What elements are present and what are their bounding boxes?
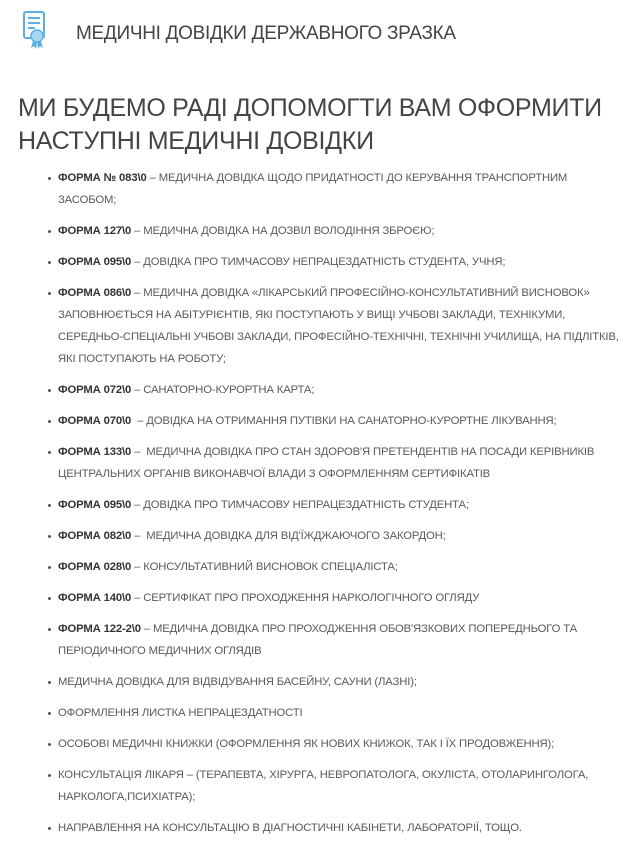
form-number: ФОРМА 028\0 (58, 561, 132, 573)
list-item (58, 220, 624, 242)
item-description: – СЕРТИФІКАТ ПРО ПРОХОДЖЕННЯ НАРКОЛОГІЧНОГО ОГЛЯДУ (131, 592, 480, 604)
form-number: ФОРМА 095\0 (58, 499, 132, 511)
item-description: – МЕДИЧНА ДОВІДКА «ЛІКАРСЬКИЙ ПРОФЕСІЙНО-КОНСУЛЬТАТИВНИЙ ВИСНОВОК» ЗАПОВНЮЄТЬСЯ НА АБІТУРІЄНТІВ, ЯКІ ПОСТУПАЮТЬ У ВИЩІ УЧБОВІ ЗАКЛАДИ, ТЕХНІКУМИ, СЕРЕДНЬО-СПЕЦІАЛЬНІ УЧБОВІ ЗАКЛАДИ, ПРОФЕСІЙНО-ТЕХНІЧНІ, ТЕХНІЧНІ УЧИЛИЩА, НА ПІДЛІТКІВ, ЯКІ ПОСТУПАЮТЬ НА РОБОТУ; (58, 287, 622, 365)
list-item (58, 671, 624, 693)
list-item (58, 618, 624, 662)
certificate-icon (22, 10, 46, 57)
item-description: – ДОВІДКА ПРО ТИМЧАСОВУ НЕПРАЦЕЗДАТНІСТЬ СТУДЕНТА, УЧНЯ; (131, 256, 506, 268)
list-item (58, 441, 624, 485)
item-description: – КОНСУЛЬТАТИВНИЙ ВИСНОВОК СПЕЦІАЛІСТА; (131, 561, 398, 573)
page-title: МЕДИЧНІ ДОВІДКИ ДЕРЖАВНОГО ЗРАЗКА (76, 22, 456, 44)
form-number: ФОРМА 086\0 (58, 287, 132, 299)
item-description: – МЕДИЧНА ДОВІДКА ПРО СТАН ЗДОРОВ'Я ПРЕТЕНДЕНТІВ НА ПОСАДИ КЕРІВНИКІВ ЦЕНТРАЛЬНИХ ОРГАНІВ ВИКОНАВЧОЇ ВЛАДИ З ОФОРМЛЕННЯМ СЕРТИФІКАТІВ (58, 446, 598, 480)
list-item (58, 379, 624, 401)
item-description: – МЕДИЧНА ДОВІДКА ДЛЯ ВІД'ЇЖДЖАЮЧОГО ЗАКОРДОН; (131, 530, 446, 542)
form-number: ФОРМА 082\0 (58, 530, 132, 542)
list-item (58, 733, 624, 755)
list-item (58, 702, 624, 724)
list-item (58, 167, 624, 211)
item-description: НАПРАВЛЕННЯ НА КОНСУЛЬТАЦІЮ В ДІАГНОСТИЧНІ КАБІНЕТИ, ЛАБОРАТОРІЇ, ТОЩО. (58, 822, 522, 834)
form-number: ФОРМА 072\0 (58, 384, 132, 396)
form-number: ФОРМА 140\0 (58, 592, 132, 604)
list-item (58, 817, 624, 839)
list-item (58, 587, 624, 609)
form-number: ФОРМА 127\0 (58, 225, 132, 237)
item-description: КОНСУЛЬТАЦІЯ ЛІКАРЯ – (ТЕРАПЕВТА, ХІРУРГА, НЕВРОПАТОЛОГА, ОКУЛІСТА, ОТОЛАРИНГОЛОГА, НАРКОЛОГА,ПСИХІАТРА); (58, 769, 592, 803)
certificate-list (0, 167, 640, 848)
item-description: – МЕДИЧНА ДОВІДКА ПРО ПРОХОДЖЕННЯ ОБОВ'ЯЗКОВИХ ПОПЕРЕДНЬОГО ТА ПЕРІОДИЧНОГО МЕДИЧНИХ ОГЛЯДІВ (58, 623, 581, 657)
list-item (58, 410, 624, 432)
form-number: ФОРМА 133\0 (58, 446, 132, 458)
item-description: ОСОБОВІ МЕДИЧНІ КНИЖКИ (ОФОРМЛЕННЯ ЯК НОВИХ КНИЖОК, ТАК І ЇХ ПРОДОВЖЕННЯ); (58, 738, 555, 750)
section-heading: МИ БУДЕМО РАДІ ДОПОМОГТИ ВАМ ОФОРМИТИ НАСТУПНІ МЕДИЧНІ ДОВІДКИ (18, 94, 602, 155)
item-description: – МЕДИЧНА ДОВІДКА ЩОДО ПРИДАТНОСТІ ДО КЕРУВАННЯ ТРАНСПОРТНИМ ЗАСОБОМ; (58, 172, 571, 206)
item-description: ОФОРМЛЕННЯ ЛИСТКА НЕПРАЦЕЗДАТНОСТІ (58, 707, 303, 719)
list-item (58, 494, 624, 516)
form-number: ФОРМА 122-2\0 (58, 623, 141, 635)
list-item (58, 764, 624, 808)
page-header (22, 10, 456, 57)
item-description: – МЕДИЧНА ДОВІДКА НА ДОЗВІЛ ВОЛОДІННЯ ЗБРОЄЮ; (131, 225, 435, 237)
item-description: – ДОВІДКА НА ОТРИМАННЯ ПУТІВКИ НА САНАТОРНО-КУРОРТНЕ ЛІКУВАННЯ; (131, 415, 557, 427)
form-number: ФОРМА 095\0 (58, 256, 132, 268)
form-number: ФОРМА № 083\0 (58, 172, 147, 184)
item-description: МЕДИЧНА ДОВІДКА ДЛЯ ВІДВІДУВАННЯ БАСЕЙНУ, САУНИ (ЛАЗНІ); (58, 676, 417, 688)
list-item (58, 251, 624, 273)
item-description: – ДОВІДКА ПРО ТИМЧАСОВУ НЕПРАЦЕЗДАТНІСТЬ СТУДЕНТА; (131, 499, 469, 511)
list-item (58, 282, 624, 370)
list-item (58, 525, 624, 547)
list-item (58, 556, 624, 578)
item-description: – САНАТОРНО-КУРОРТНА КАРТА; (131, 384, 315, 396)
form-number: ФОРМА 070\0 (58, 415, 132, 427)
